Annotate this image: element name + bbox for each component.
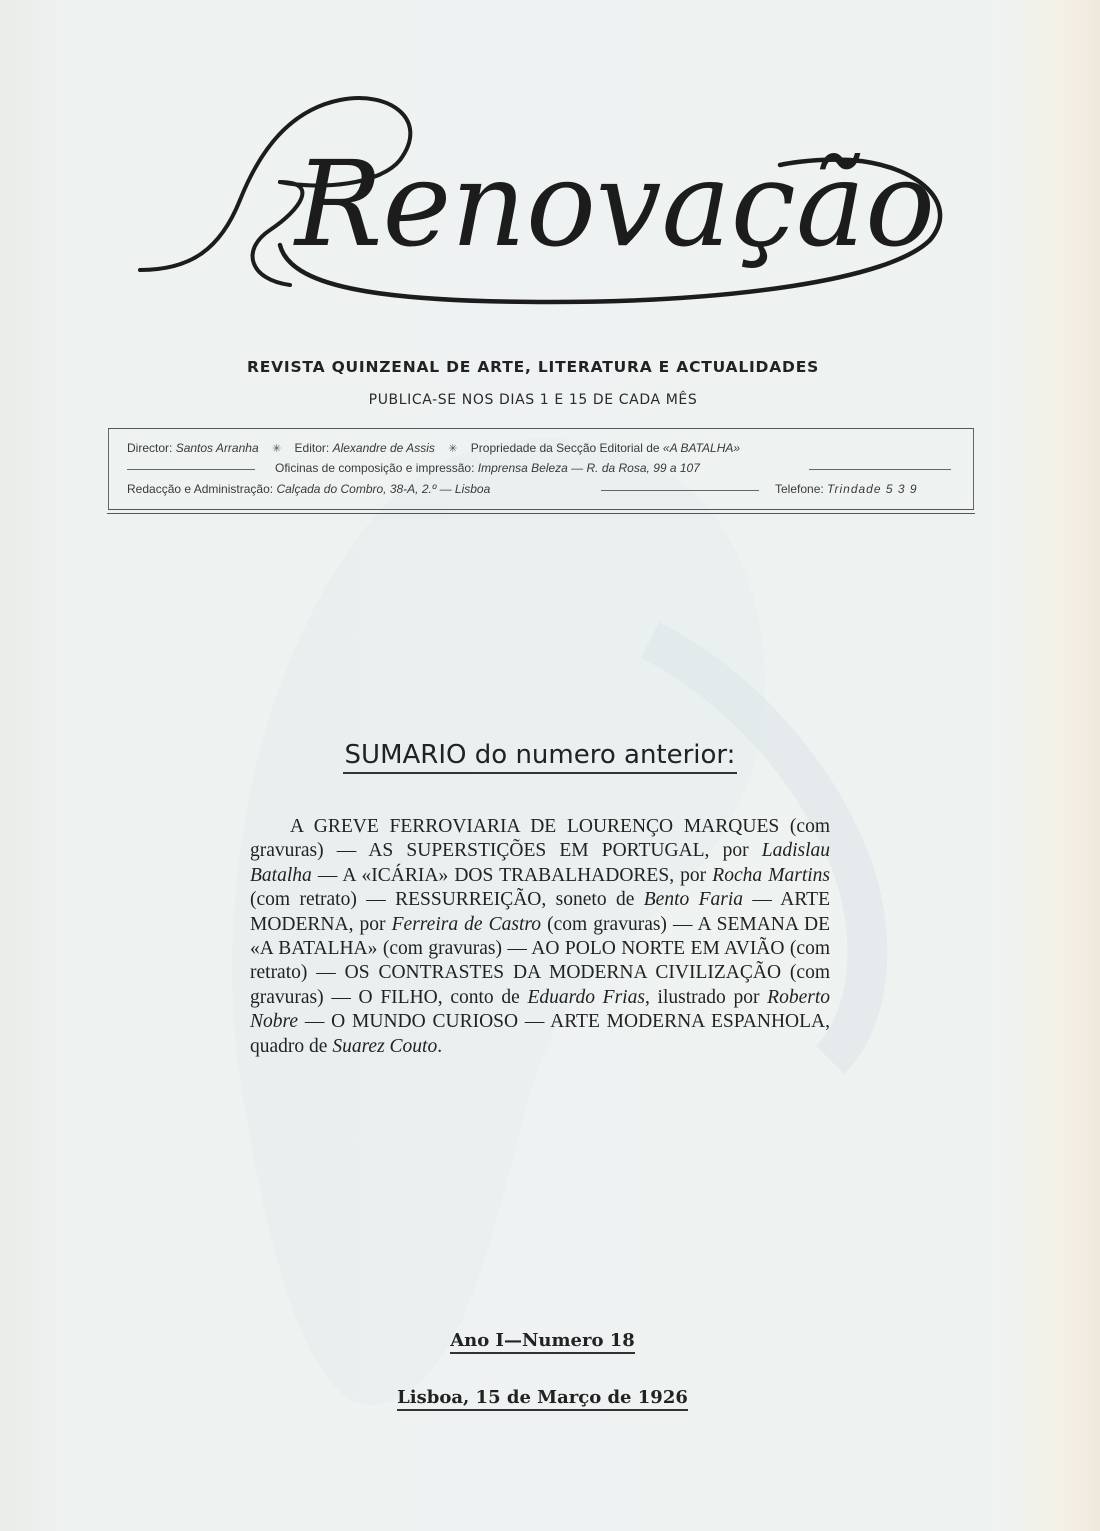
masthead-title: Renovação: [293, 135, 935, 273]
summary-segment: .: [437, 1035, 443, 1057]
summary-author-name: Ferreira de Castro: [391, 913, 542, 935]
summary-paragraph: [250, 815, 830, 1059]
masthead-logo: [130, 70, 950, 330]
magazine-subtitle: REVISTA QUINZENAL DE ARTE, LITERATURA E ACTUALIDADES: [246, 358, 820, 376]
issue-number: Ano I—Numero 18: [0, 1330, 1085, 1351]
editor-label: Editor:: [294, 441, 330, 455]
summary-segment: — ARTE MODERNA, por: [250, 889, 830, 935]
property-name: «A BATALHA»: [662, 441, 741, 455]
background-ghost-lettering: [20, 30, 79, 182]
asterism-icon: ✳: [448, 443, 458, 455]
summary-segment: (com retrato) — RESSURREIÇÃO, soneto de: [250, 889, 644, 911]
credits-box: [108, 428, 974, 510]
summary-author-name: Ladislau Batalha: [250, 840, 830, 886]
summary-title: SUMARIO do numero anterior:: [0, 740, 1080, 770]
summary-author-name: Roberto Nobre: [250, 986, 830, 1033]
summary-author-name: Rocha Martins: [712, 864, 830, 886]
editor-name: Alexandre de Assis: [332, 441, 435, 455]
summary-segment: — O MUNDO CURIOSO — ARTE MODERNA ESPANHOLA, quadro de: [250, 1011, 830, 1057]
issue-date: Lisboa, 15 de Março de 1926: [0, 1387, 1085, 1408]
publication-schedule: PUBLICA-SE NOS DIAS 1 E 15 DE CADA MÊS: [368, 392, 698, 408]
summary-text: [250, 815, 830, 1059]
summary-author-name: Bento Faria: [643, 889, 744, 911]
asterism-icon: ✳: [271, 443, 282, 455]
director-name: Santos Arranha: [175, 441, 259, 455]
workshops-name: Imprensa Beleza — R. da Rosa, 99 a 107: [477, 461, 700, 475]
admin-label: Redacção e Administração:: [127, 482, 274, 496]
summary-segment: — A «ICÁRIA» DOS TRABALHADORES, por: [311, 864, 713, 886]
workshops-label: Oficinas de composição e impressão:: [275, 461, 475, 475]
property-label: Propriedade da Secção Editorial de: [470, 441, 660, 455]
masthead-script-logo: [130, 70, 950, 330]
summary-segment: (com gravuras) — A SEMANA DE «A BATALHA» (com gravuras) — AO POLO NORTE EM AVIÃO (com retrato) — OS CONTRASTES DA MODERNA CIVILIZAÇÃO (com gravuras) — O FILHO, conto de: [250, 913, 830, 1008]
director-label: Director:: [127, 441, 173, 455]
phone-value: Trindade 5 3 9: [827, 482, 918, 496]
admin-address: Calçada do Combro, 38-A, 2.º — Lisboa: [276, 482, 491, 496]
summary-author-name: Eduardo Frias: [527, 986, 645, 1008]
summary-segment: A GREVE FERROVIARIA DE LOURENÇO MARQUES (com gravuras) — AS SUPERSTIÇÕES EM PORTUGAL, por: [250, 816, 830, 862]
summary-segment: , ilustrado por: [644, 986, 768, 1008]
summary-author-name: Suarez Couto: [332, 1035, 438, 1057]
phone-label: Telefone:: [775, 482, 824, 496]
